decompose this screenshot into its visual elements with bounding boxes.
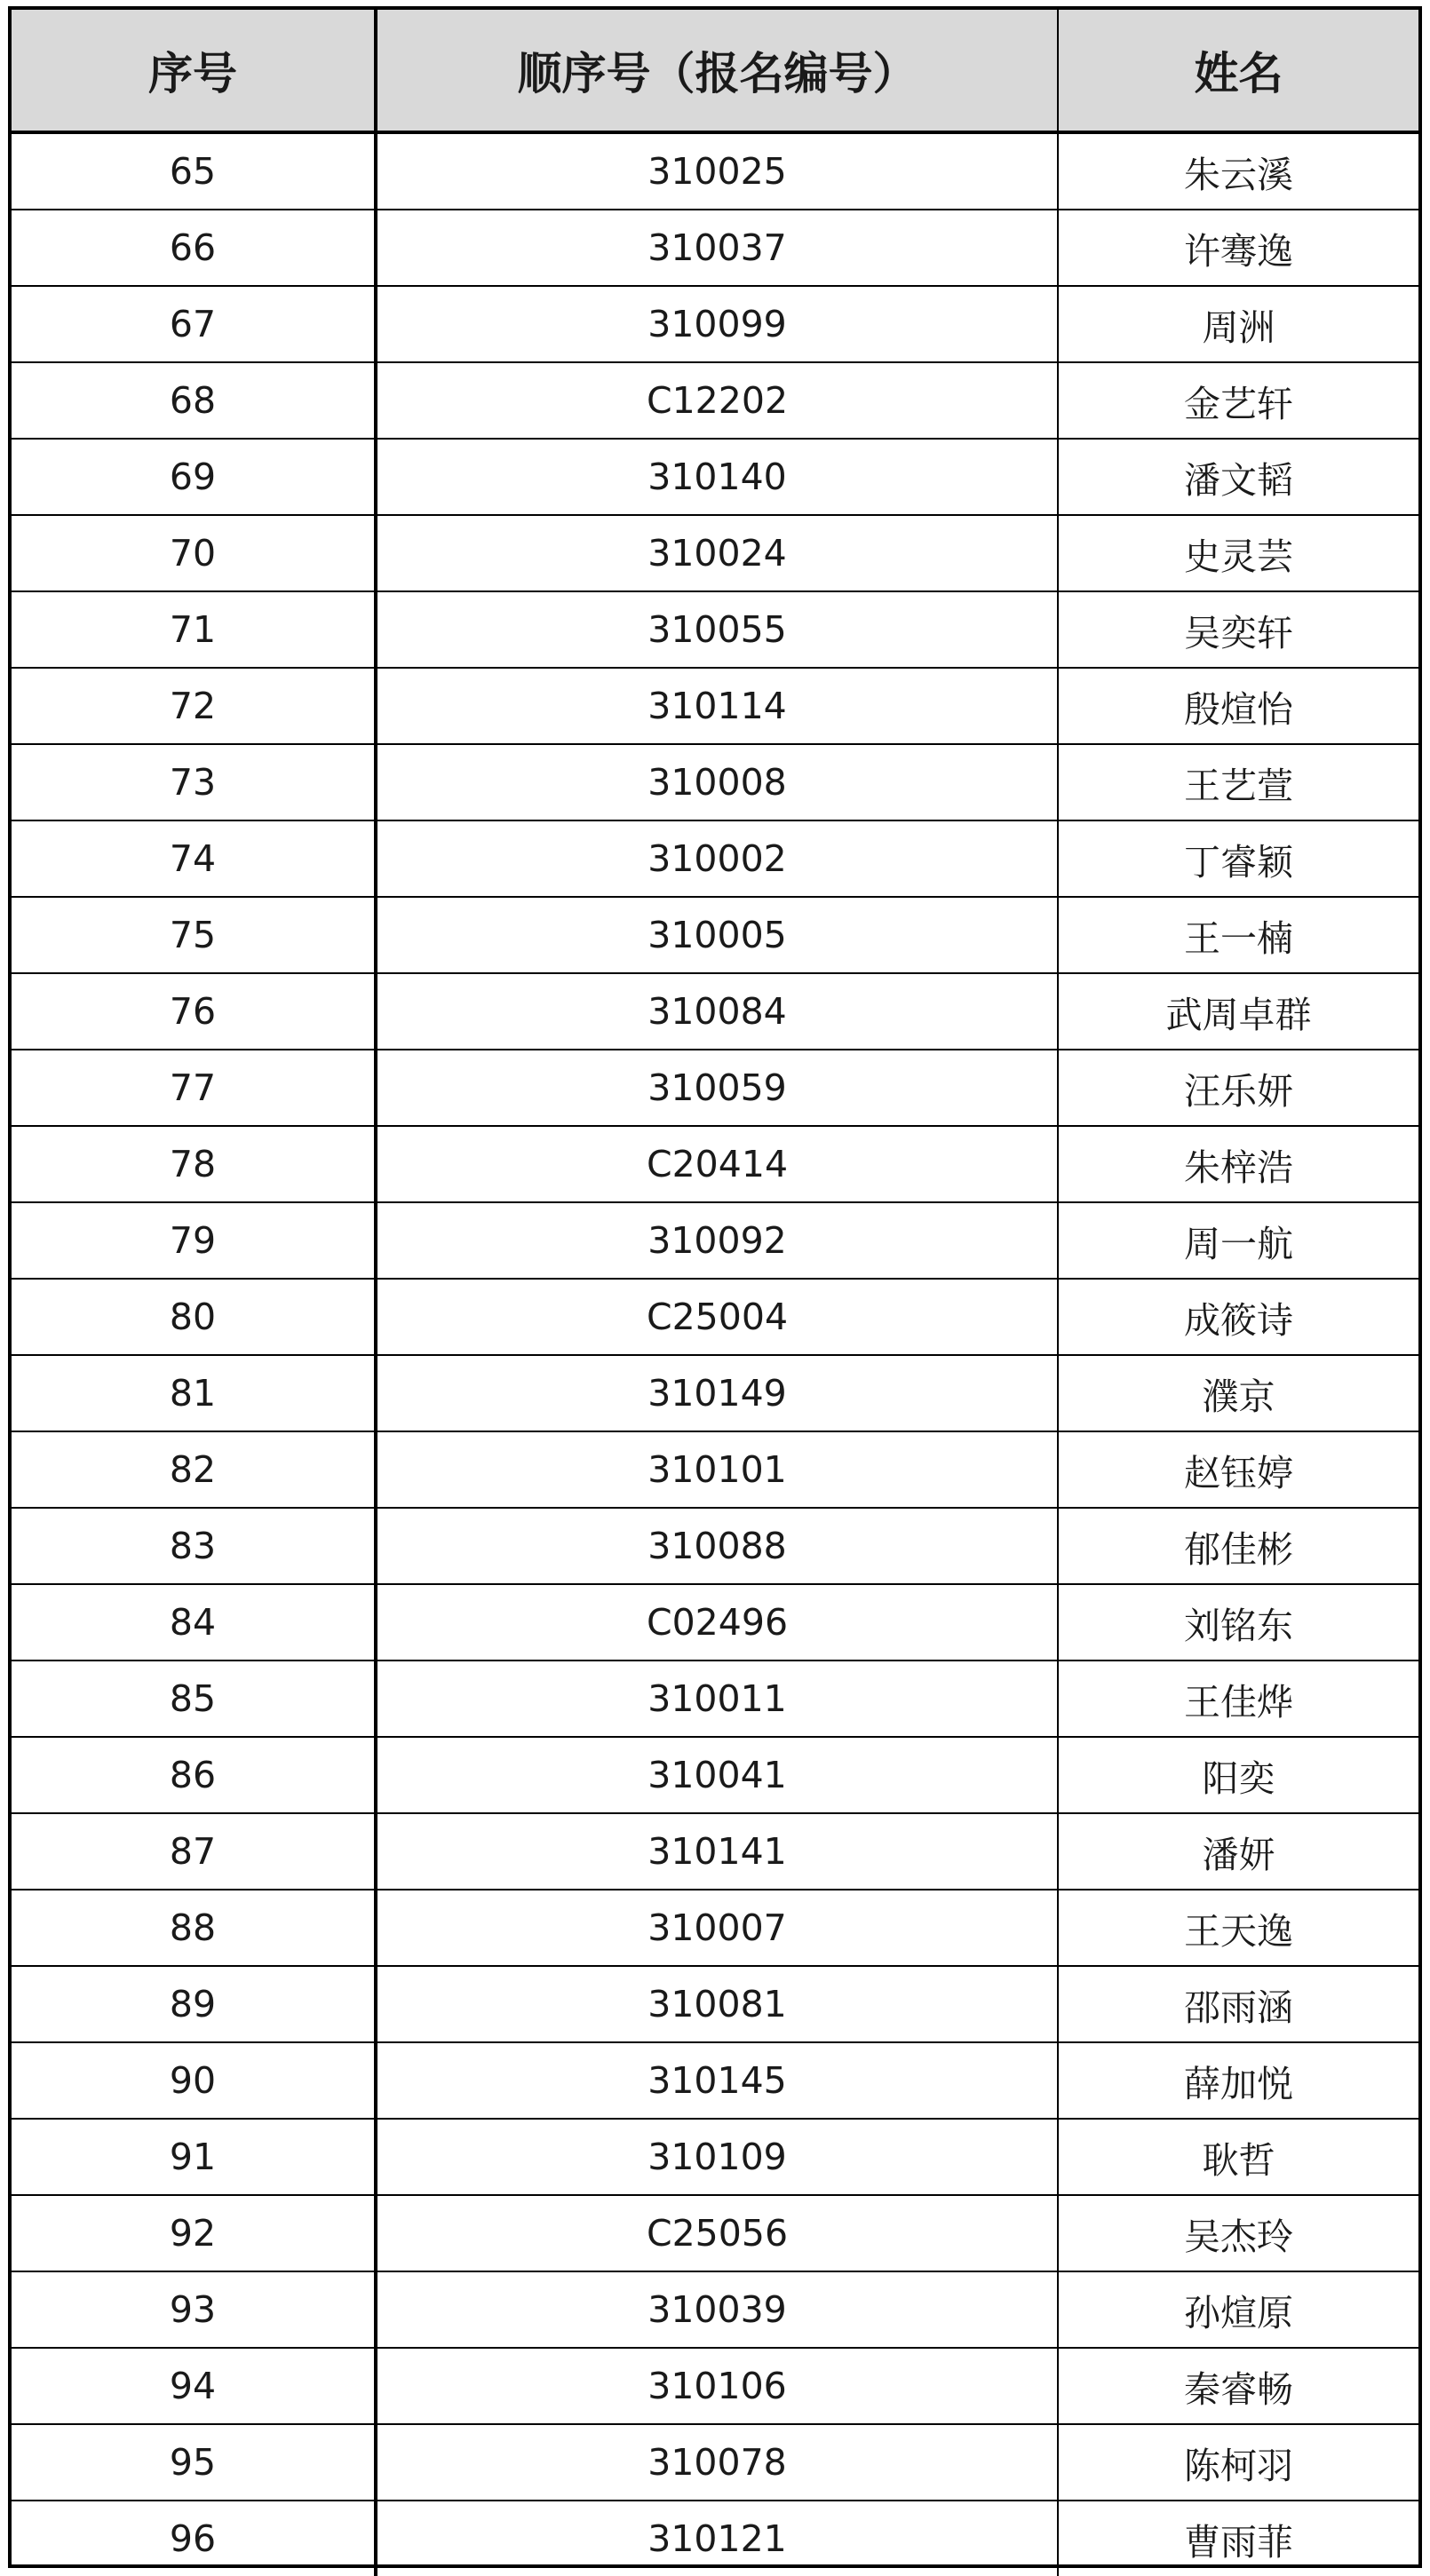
table-row [12, 1126, 1418, 1202]
cell-index: 76 [12, 973, 376, 1050]
cell-index: 94 [12, 2348, 376, 2424]
cell-registration-number: 310084 [376, 973, 1058, 1050]
table-row [12, 1279, 1418, 1355]
cell-registration-number: 310145 [376, 2042, 1058, 2119]
cell-registration-number: 310037 [376, 210, 1058, 286]
cell-index: 86 [12, 1737, 376, 1813]
cell-name: 刘铭东 [1058, 1584, 1418, 1661]
table-row [12, 210, 1418, 286]
cell-index: 91 [12, 2119, 376, 2195]
table-row [12, 2119, 1418, 2195]
table-row [12, 820, 1418, 897]
cell-registration-number: 310041 [376, 1737, 1058, 1813]
cell-registration-number: 310002 [376, 820, 1058, 897]
cell-name: 陈柯羽 [1058, 2424, 1418, 2501]
cell-registration-number: 310121 [376, 2501, 1058, 2576]
cell-index: 71 [12, 591, 376, 668]
cell-name: 潘文韬 [1058, 439, 1418, 515]
cell-registration-number: 310055 [376, 591, 1058, 668]
table-row [12, 1202, 1418, 1279]
table-row [12, 1966, 1418, 2042]
cell-index: 66 [12, 210, 376, 286]
cell-index: 96 [12, 2501, 376, 2576]
cell-name: 吴杰玲 [1058, 2195, 1418, 2271]
cell-registration-number: C12202 [376, 362, 1058, 439]
cell-registration-number: 310088 [376, 1508, 1058, 1584]
table-row [12, 132, 1418, 210]
cell-index: 69 [12, 439, 376, 515]
cell-index: 72 [12, 668, 376, 744]
table-row [12, 2424, 1418, 2501]
cell-index: 77 [12, 1050, 376, 1126]
cell-index: 81 [12, 1355, 376, 1431]
table-row [12, 1737, 1418, 1813]
cell-registration-number: 310025 [376, 132, 1058, 210]
table-row [12, 286, 1418, 362]
table-row [12, 2348, 1418, 2424]
cell-index: 68 [12, 362, 376, 439]
cell-name: 成筱诗 [1058, 1279, 1418, 1355]
cell-index: 67 [12, 286, 376, 362]
cell-registration-number: C25004 [376, 1279, 1058, 1355]
cell-registration-number: 310005 [376, 897, 1058, 973]
table-row [12, 744, 1418, 820]
cell-index: 74 [12, 820, 376, 897]
cell-registration-number: 310101 [376, 1431, 1058, 1508]
cell-registration-number: 310092 [376, 1202, 1058, 1279]
cell-registration-number: 310007 [376, 1890, 1058, 1966]
table-row [12, 2501, 1418, 2576]
cell-index: 88 [12, 1890, 376, 1966]
cell-registration-number: 310149 [376, 1355, 1058, 1431]
results-table [12, 10, 1418, 2576]
cell-index: 92 [12, 2195, 376, 2271]
table-row [12, 1813, 1418, 1890]
cell-name: 王天逸 [1058, 1890, 1418, 1966]
cell-index: 65 [12, 132, 376, 210]
cell-name: 王艺萱 [1058, 744, 1418, 820]
cell-registration-number: 310059 [376, 1050, 1058, 1126]
cell-index: 93 [12, 2271, 376, 2348]
header-name: 姓名 [1058, 10, 1418, 132]
cell-index: 95 [12, 2424, 376, 2501]
table-row [12, 973, 1418, 1050]
header-index: 序号 [12, 10, 376, 132]
header-registration-number: 顺序号（报名编号） [376, 10, 1058, 132]
cell-index: 75 [12, 897, 376, 973]
cell-registration-number: C20414 [376, 1126, 1058, 1202]
table-row [12, 897, 1418, 973]
table-row [12, 362, 1418, 439]
table-row [12, 1661, 1418, 1737]
cell-registration-number: 310106 [376, 2348, 1058, 2424]
table-row [12, 515, 1418, 591]
table-header-row [12, 10, 1418, 132]
table-row [12, 668, 1418, 744]
cell-registration-number: C02496 [376, 1584, 1058, 1661]
cell-name: 吴奕轩 [1058, 591, 1418, 668]
cell-registration-number: 310011 [376, 1661, 1058, 1737]
table-row [12, 1508, 1418, 1584]
cell-registration-number: 310024 [376, 515, 1058, 591]
cell-registration-number: 310141 [376, 1813, 1058, 1890]
cell-name: 郁佳彬 [1058, 1508, 1418, 1584]
cell-registration-number: 310078 [376, 2424, 1058, 2501]
cell-name: 耿哲 [1058, 2119, 1418, 2195]
cell-name: 王一楠 [1058, 897, 1418, 973]
cell-name: 许骞逸 [1058, 210, 1418, 286]
cell-index: 70 [12, 515, 376, 591]
table-row [12, 1431, 1418, 1508]
table-row [12, 2271, 1418, 2348]
cell-name: 邵雨涵 [1058, 1966, 1418, 2042]
cell-index: 90 [12, 2042, 376, 2119]
cell-index: 79 [12, 1202, 376, 1279]
table-body [12, 132, 1418, 2576]
cell-name: 朱梓浩 [1058, 1126, 1418, 1202]
cell-registration-number: C25056 [376, 2195, 1058, 2271]
cell-index: 73 [12, 744, 376, 820]
table-row [12, 591, 1418, 668]
cell-name: 秦睿畅 [1058, 2348, 1418, 2424]
table-row [12, 1890, 1418, 1966]
table-row [12, 1355, 1418, 1431]
table-row [12, 2195, 1418, 2271]
cell-name: 丁睿颖 [1058, 820, 1418, 897]
cell-registration-number: 310109 [376, 2119, 1058, 2195]
table-row [12, 1050, 1418, 1126]
cell-registration-number: 310114 [376, 668, 1058, 744]
cell-name: 濮京 [1058, 1355, 1418, 1431]
cell-index: 87 [12, 1813, 376, 1890]
cell-name: 史灵芸 [1058, 515, 1418, 591]
cell-index: 84 [12, 1584, 376, 1661]
table-row [12, 439, 1418, 515]
cell-registration-number: 310008 [376, 744, 1058, 820]
cell-registration-number: 310081 [376, 1966, 1058, 2042]
cell-name: 王佳烨 [1058, 1661, 1418, 1737]
cell-name: 朱云溪 [1058, 132, 1418, 210]
cell-name: 武周卓群 [1058, 973, 1418, 1050]
cell-name: 潘妍 [1058, 1813, 1418, 1890]
table-row [12, 1584, 1418, 1661]
cell-name: 赵钰婷 [1058, 1431, 1418, 1508]
cell-name: 殷煊怡 [1058, 668, 1418, 744]
cell-name: 阳奕 [1058, 1737, 1418, 1813]
cell-index: 82 [12, 1431, 376, 1508]
cell-name: 孙煊原 [1058, 2271, 1418, 2348]
cell-name: 薛加悦 [1058, 2042, 1418, 2119]
cell-index: 85 [12, 1661, 376, 1737]
cell-name: 汪乐妍 [1058, 1050, 1418, 1126]
cell-registration-number: 310099 [376, 286, 1058, 362]
cell-registration-number: 310140 [376, 439, 1058, 515]
cell-name: 周一航 [1058, 1202, 1418, 1279]
cell-name: 曹雨菲 [1058, 2501, 1418, 2576]
cell-index: 83 [12, 1508, 376, 1584]
cell-name: 周洲 [1058, 286, 1418, 362]
cell-name: 金艺轩 [1058, 362, 1418, 439]
cell-index: 80 [12, 1279, 376, 1355]
cell-registration-number: 310039 [376, 2271, 1058, 2348]
cell-index: 78 [12, 1126, 376, 1202]
table-row [12, 2042, 1418, 2119]
cell-index: 89 [12, 1966, 376, 2042]
results-table-frame [8, 6, 1422, 2568]
